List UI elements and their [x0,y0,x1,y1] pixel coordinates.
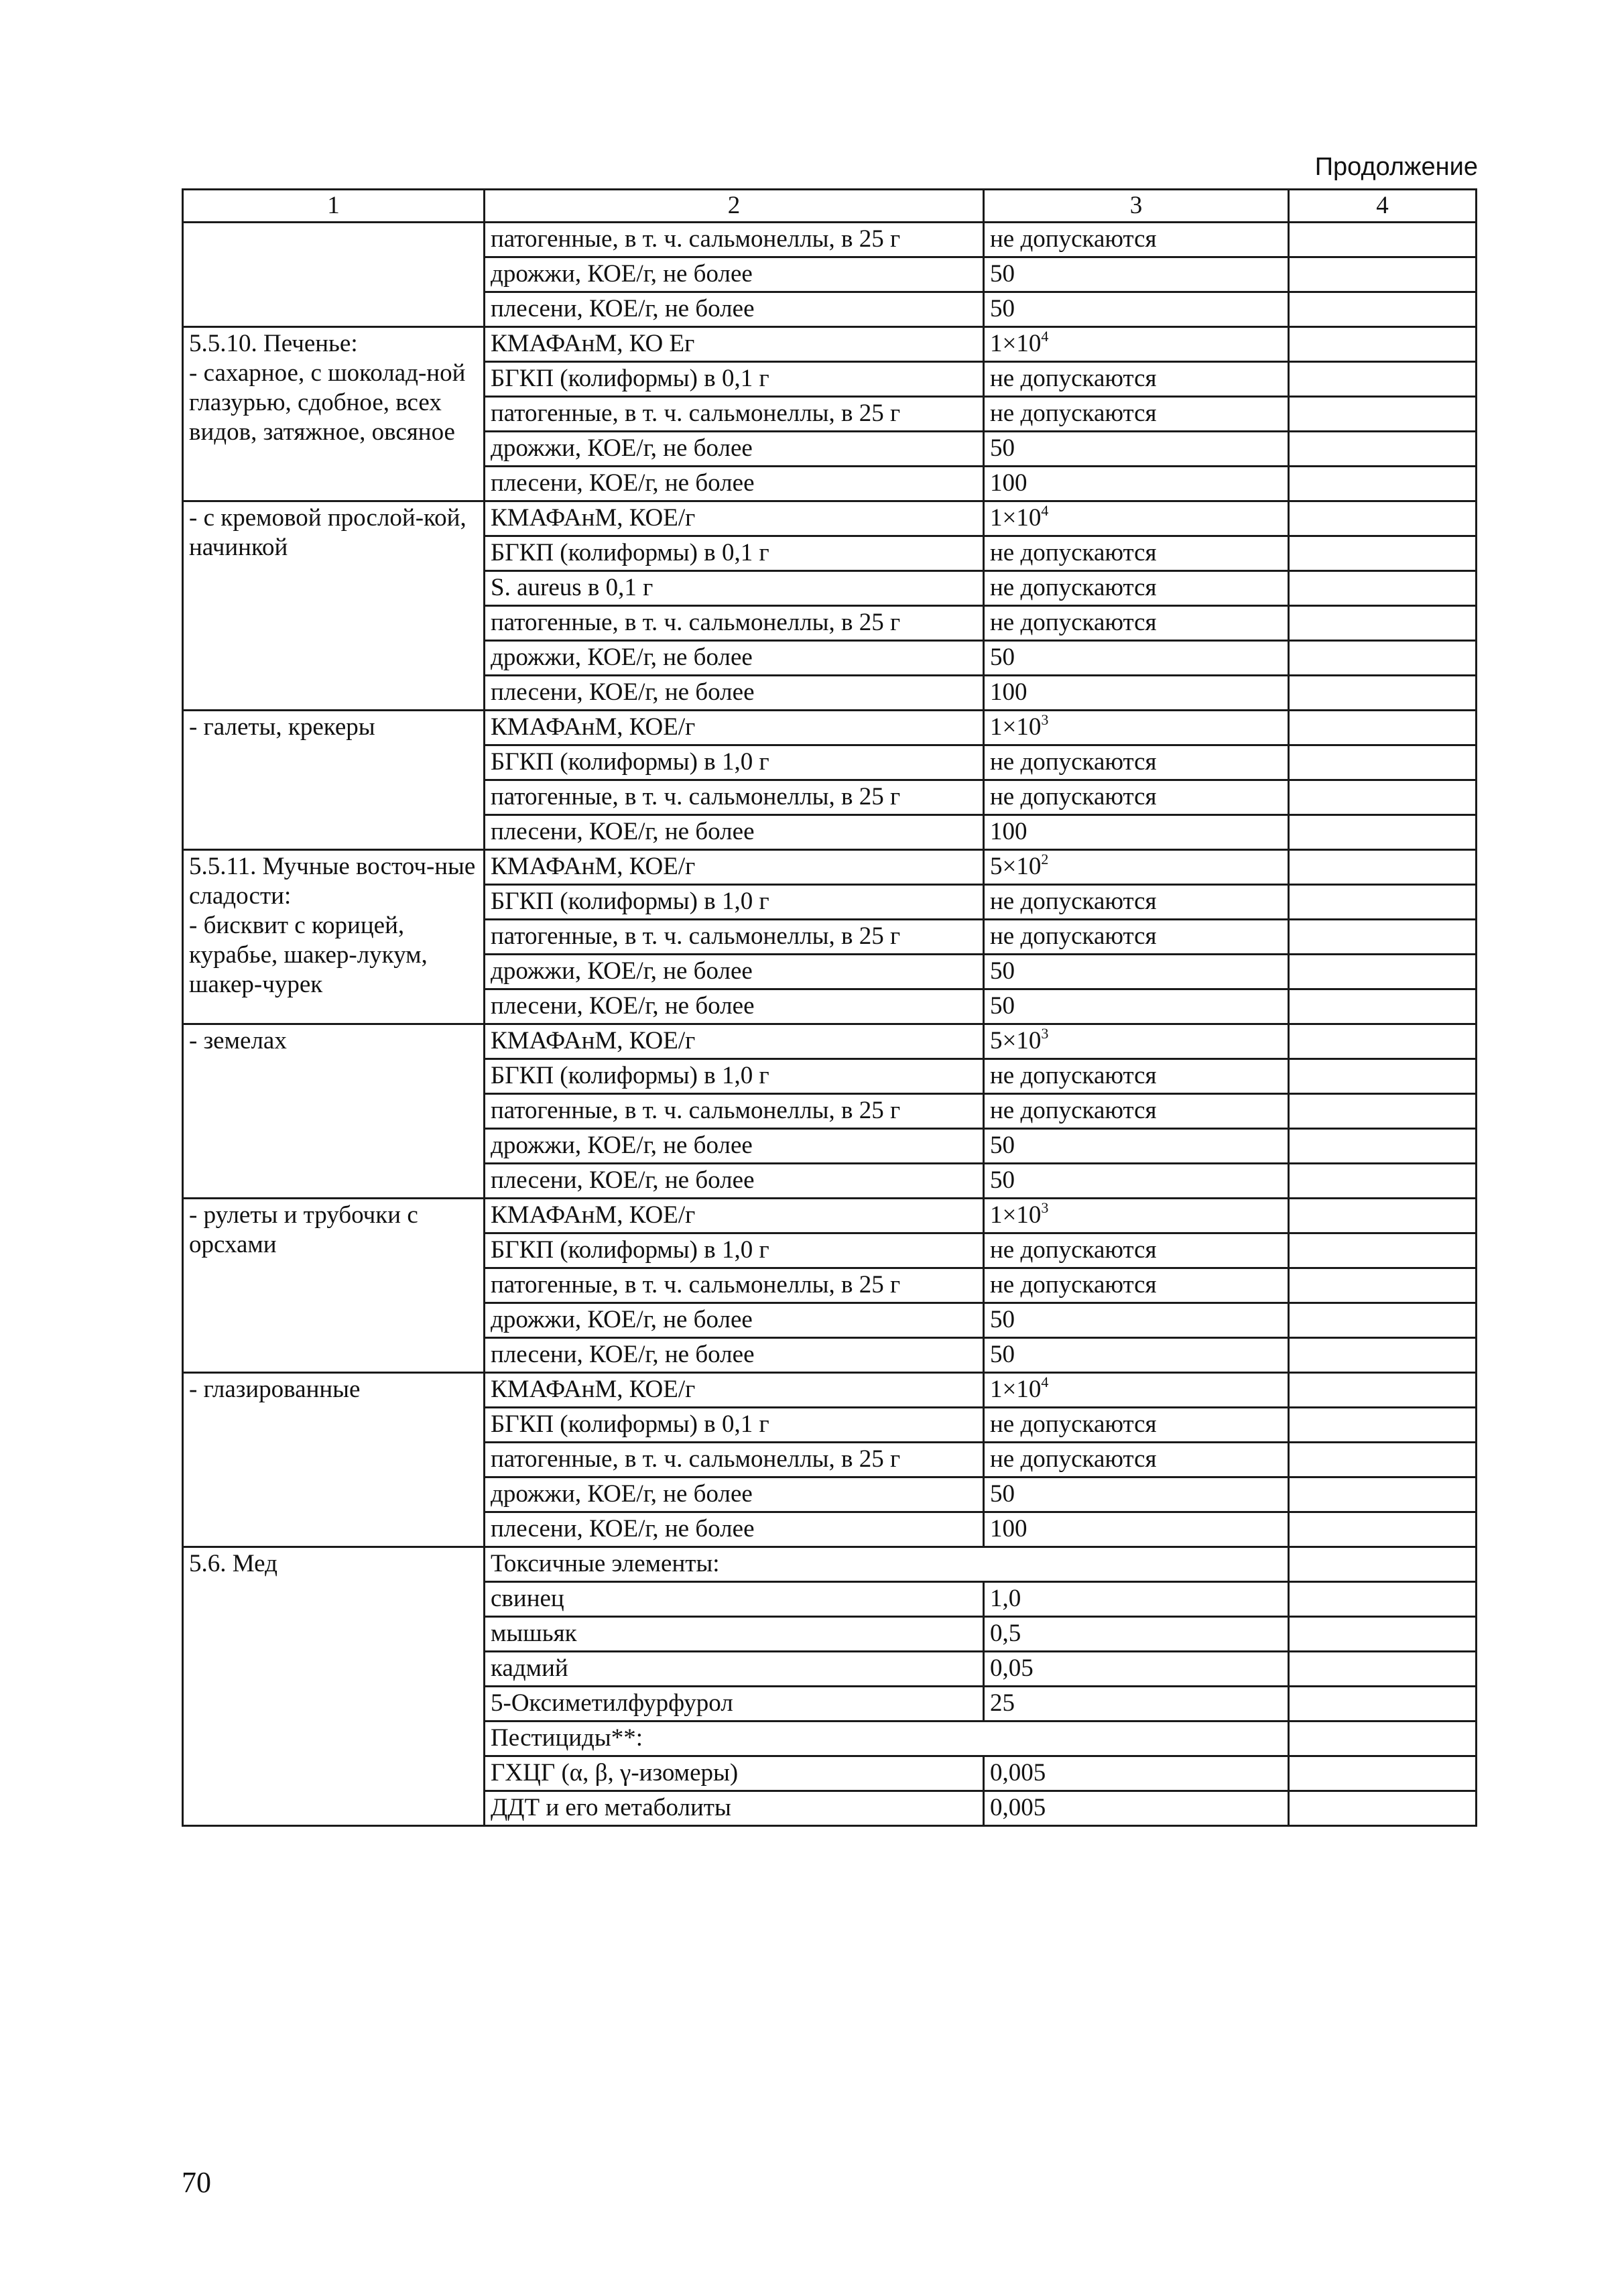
table-row [183,850,1477,885]
indicator-cell: S. aureus в 0,1 г [485,571,984,606]
note-cell [1289,606,1477,641]
column-header: 2 [485,190,984,223]
product-cell [183,1199,485,1373]
indicator-cell: БГКП (колиформы) в 1,0 г [485,1233,984,1268]
norm-value-cell [984,1617,1289,1652]
note-cell [1289,711,1477,745]
note-cell [1289,257,1477,292]
indicator-cell: дрожжи, КОЕ/г, не более [485,1303,984,1338]
norm-value: 5×10 [990,853,1042,880]
norm-exponent: 3 [1041,1199,1049,1216]
note-cell [1289,815,1477,850]
table-row [183,1373,1477,1408]
indicator-cell: патогенные, в т. ч. сальмонеллы, в 25 г [485,606,984,641]
product-cell [183,850,485,1024]
note-cell [1289,1756,1477,1791]
note-cell [1289,989,1477,1024]
norm-value: 100 [990,678,1027,706]
norm-value: 50 [990,644,1015,671]
note-cell [1289,1652,1477,1687]
indicator-cell: БГКП (колиформы) в 1,0 г [485,885,984,920]
table-header-row [183,190,1477,223]
indicator-cell: КМАФАнМ, КОЕ/г [485,501,984,536]
norm-value: не допускаются [990,1271,1157,1298]
norm-value: 50 [990,1480,1015,1508]
norm-value-cell [984,1199,1289,1233]
note-cell [1289,536,1477,571]
norm-value-cell [984,223,1289,257]
note-cell [1289,571,1477,606]
note-cell [1289,1477,1477,1512]
norm-value: 1×10 [990,504,1042,532]
table-row [183,1199,1477,1233]
note-cell [1289,467,1477,501]
norm-value-cell [984,327,1289,362]
norm-value: 50 [990,295,1015,322]
indicator-cell: патогенные, в т. ч. сальмонеллы, в 25 г [485,1268,984,1303]
indicator-cell: ДДТ и его метаболиты [485,1791,984,1826]
norm-value: 0,5 [990,1620,1021,1647]
indicator-cell: дрожжи, КОЕ/г, не более [485,1477,984,1512]
norm-value-cell [984,257,1289,292]
norm-value-cell [984,606,1289,641]
norm-value: 1×10 [990,330,1042,357]
indicator-cell: мышьяк [485,1617,984,1652]
table-row [183,223,1477,257]
norm-value-cell [984,711,1289,745]
norm-value: 50 [990,1132,1015,1159]
indicator-cell: плесени, КОЕ/г, не более [485,1338,984,1373]
indicator-cell: БГКП (колиформы) в 1,0 г [485,745,984,780]
norm-value-cell [984,1512,1289,1547]
norm-exponent: 4 [1041,501,1049,519]
note-cell [1289,1408,1477,1443]
norm-value-cell [984,397,1289,432]
indicator-cell: патогенные, в т. ч. сальмонеллы, в 25 г [485,223,984,257]
indicator-cell: дрожжи, КОЕ/г, не более [485,257,984,292]
note-cell [1289,1687,1477,1721]
product-label: 5.5.10. Печенье: [189,330,358,357]
indicator-cell: плесени, КОЕ/г, не более [485,815,984,850]
norm-value-cell [984,850,1289,885]
norm-exponent: 3 [1041,1024,1049,1042]
norm-value-cell [984,1652,1289,1687]
norm-value: не допускаются [990,365,1157,392]
norm-value-cell [984,362,1289,397]
indicator-cell: свинец [485,1582,984,1617]
norm-value-cell [984,885,1289,920]
column-header: 1 [183,190,485,223]
indicator-cell: плесени, КОЕ/г, не более [485,676,984,711]
norm-value-cell [984,1303,1289,1338]
indicator-cell: БГКП (колиформы) в 0,1 г [485,536,984,571]
product-label: - рулеты и трубочки с орсхами [189,1201,418,1258]
norm-value: 1,0 [990,1585,1021,1612]
norm-value: 0,005 [990,1759,1046,1787]
norm-value: 50 [990,1341,1015,1368]
note-cell [1289,1373,1477,1408]
table-row [183,1547,1477,1582]
indicator-cell: патогенные, в т. ч. сальмонеллы, в 25 г [485,920,984,955]
indicator-cell: патогенные, в т. ч. сальмонеллы, в 25 г [485,1443,984,1477]
norm-value: не допускаются [990,1445,1157,1473]
indicator-cell: патогенные, в т. ч. сальмонеллы, в 25 г [485,780,984,815]
product-cell [183,1547,485,1826]
norm-value-cell [984,1373,1289,1408]
norm-value-cell [984,1024,1289,1059]
note-cell [1289,885,1477,920]
norm-value-cell [984,467,1289,501]
note-cell [1289,1721,1477,1756]
indicator-cell: патогенные, в т. ч. сальмонеллы, в 25 г [485,1094,984,1129]
product-label: - сахарное, с шоколад-ной глазурью, сдобное, всех видов, затяжное, овсяное [189,359,466,446]
norm-value: не допускаются [990,783,1157,810]
norm-value: не допускаются [990,888,1157,915]
norm-value: не допускаются [990,539,1157,566]
product-cell [183,223,485,327]
norm-value: не допускаются [990,609,1157,636]
norm-value: 0,05 [990,1654,1034,1682]
norm-value: 100 [990,469,1027,497]
product-cell [183,711,485,850]
table-row [183,711,1477,745]
norm-value-cell [984,1477,1289,1512]
note-cell [1289,223,1477,257]
norm-value-cell [984,1443,1289,1477]
norm-exponent: 4 [1041,327,1049,345]
note-cell [1289,362,1477,397]
norm-value: 50 [990,1166,1015,1194]
norm-value-cell [984,641,1289,676]
norm-value: 50 [990,434,1015,462]
indicator-cell: плесени, КОЕ/г, не более [485,1512,984,1547]
requirements-table [182,188,1475,1827]
indicator-cell: 5-Оксиметилфурфурол [485,1687,984,1721]
norm-value-cell [984,920,1289,955]
norm-value: не допускаются [990,400,1157,427]
norm-value: не допускаются [990,1410,1157,1438]
table-row [183,501,1477,536]
column-header: 4 [1289,190,1477,223]
indicator-cell: дрожжи, КОЕ/г, не более [485,955,984,989]
indicator-cell: Пестициды**: [485,1721,1289,1756]
note-cell [1289,1443,1477,1477]
note-cell [1289,1582,1477,1617]
indicator-cell: КМАФАнМ, КОЕ/г [485,711,984,745]
norm-value: 1×10 [990,713,1042,741]
indicator-cell: КМАФАнМ, КОЕ/г [485,1024,984,1059]
product-cell [183,1373,485,1547]
norm-value: 100 [990,818,1027,845]
continuation-label: Продолжение [1314,153,1478,181]
note-cell [1289,397,1477,432]
indicator-cell: плесени, КОЕ/г, не более [485,467,984,501]
indicator-cell: БГКП (колиформы) в 1,0 г [485,1059,984,1094]
note-cell [1289,745,1477,780]
note-cell [1289,1303,1477,1338]
product-label: 5.6. Мед [189,1550,277,1577]
note-cell [1289,676,1477,711]
note-cell [1289,920,1477,955]
product-label: - галеты, крекеры [189,713,375,741]
note-cell [1289,1164,1477,1199]
norm-value-cell [984,1129,1289,1164]
norm-value: 100 [990,1515,1027,1543]
norm-value: не допускаются [990,225,1157,253]
note-cell [1289,1547,1477,1582]
norm-value-cell [984,780,1289,815]
table-row [183,1024,1477,1059]
indicator-cell: КМАФАнМ, КОЕ/г [485,1373,984,1408]
norm-value-cell [984,1687,1289,1721]
norm-value-cell [984,571,1289,606]
product-label: 5.5.11. Мучные восточ-ные сладости: [189,853,476,910]
indicator-cell: дрожжи, КОЕ/г, не более [485,1129,984,1164]
table-row [183,327,1477,362]
norm-value-cell [984,1094,1289,1129]
product-label: - с кремовой прослой-кой, начинкой [189,504,466,561]
norm-value: не допускаются [990,922,1157,950]
norm-value-cell [984,815,1289,850]
note-cell [1289,1129,1477,1164]
note-cell [1289,1233,1477,1268]
indicator-cell: ГХЦГ (α, β, γ-изомеры) [485,1756,984,1791]
indicator-cell: БГКП (колиформы) в 0,1 г [485,1408,984,1443]
norm-value-cell [984,1059,1289,1094]
indicator-cell: патогенные, в т. ч. сальмонеллы, в 25 г [485,397,984,432]
indicator-cell: дрожжи, КОЕ/г, не более [485,432,984,467]
note-cell [1289,955,1477,989]
note-cell [1289,327,1477,362]
norm-value-cell [984,1164,1289,1199]
norm-value-cell [984,1582,1289,1617]
norm-value: не допускаются [990,574,1157,601]
product-label: - земелах [189,1027,287,1054]
norm-value-cell [984,1791,1289,1826]
note-cell [1289,1059,1477,1094]
note-cell [1289,1094,1477,1129]
product-label: - бисквит с корицей, курабье, шакер-лукум, шакер-чурек [189,912,428,998]
note-cell [1289,1617,1477,1652]
norm-value: не допускаются [990,1062,1157,1089]
norm-value-cell [984,1756,1289,1791]
note-cell [1289,1791,1477,1826]
norm-value: 50 [990,992,1015,1020]
norm-exponent: 3 [1041,711,1049,728]
norm-value: 25 [990,1689,1015,1717]
norm-value-cell [984,432,1289,467]
product-cell [183,1024,485,1199]
indicator-cell: БГКП (колиформы) в 0,1 г [485,362,984,397]
indicator-cell: КМАФАнМ, КО Ег [485,327,984,362]
note-cell [1289,1199,1477,1233]
norm-value: 0,005 [990,1794,1046,1821]
note-cell [1289,780,1477,815]
indicator-cell: кадмий [485,1652,984,1687]
norm-value-cell [984,1233,1289,1268]
indicator-cell: плесени, КОЕ/г, не более [485,989,984,1024]
norm-value-cell [984,1268,1289,1303]
norm-value-cell [984,536,1289,571]
norm-exponent: 2 [1041,850,1049,867]
note-cell [1289,432,1477,467]
note-cell [1289,292,1477,327]
indicator-cell: плесени, КОЕ/г, не более [485,1164,984,1199]
product-cell [183,327,485,501]
norm-value: 5×10 [990,1027,1042,1054]
norm-exponent: 4 [1041,1373,1049,1390]
note-cell [1289,1268,1477,1303]
indicator-cell: КМАФАнМ, КОЕ/г [485,850,984,885]
page-number: 70 [182,2166,211,2199]
note-cell [1289,501,1477,536]
indicator-cell: дрожжи, КОЕ/г, не более [485,641,984,676]
norm-value-cell [984,1338,1289,1373]
note-cell [1289,1512,1477,1547]
note-cell [1289,641,1477,676]
product-label: - глазированные [189,1376,361,1403]
norm-value-cell [984,676,1289,711]
norm-value: не допускаются [990,1097,1157,1124]
norm-value-cell [984,955,1289,989]
norm-value-cell [984,501,1289,536]
norm-value: не допускаются [990,748,1157,776]
note-cell [1289,1338,1477,1373]
norm-value-cell [984,745,1289,780]
norm-value: 50 [990,957,1015,985]
norm-value: 1×10 [990,1376,1042,1403]
norm-value-cell [984,989,1289,1024]
norm-value-cell [984,292,1289,327]
norm-value: 50 [990,260,1015,288]
norm-value-cell [984,1408,1289,1443]
indicator-cell: КМАФАнМ, КОЕ/г [485,1199,984,1233]
norm-value: 1×10 [990,1201,1042,1229]
indicator-cell: Токсичные элементы: [485,1547,1289,1582]
product-cell [183,501,485,711]
note-cell [1289,850,1477,885]
norm-value: 50 [990,1306,1015,1333]
indicator-cell: плесени, КОЕ/г, не более [485,292,984,327]
column-header: 3 [984,190,1289,223]
note-cell [1289,1024,1477,1059]
norm-value: не допускаются [990,1236,1157,1264]
